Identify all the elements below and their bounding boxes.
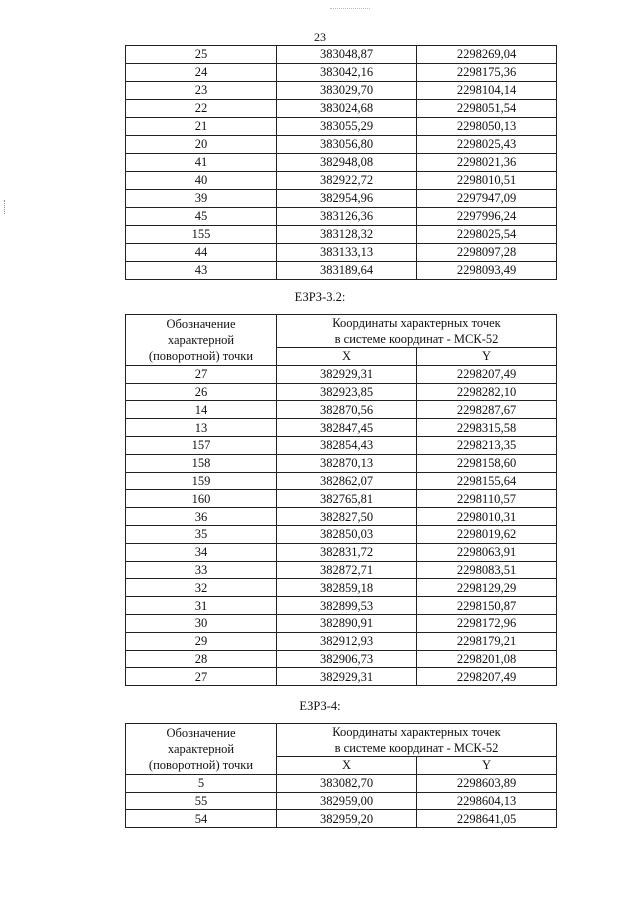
y-coordinate-cell: 2298641,05	[417, 810, 557, 828]
point-number-cell: 157	[126, 436, 277, 454]
y-coordinate-cell: 2298175,36	[417, 64, 557, 82]
table-row	[126, 419, 557, 437]
y-coordinate-cell: 2298010,31	[417, 508, 557, 526]
coordinates-table-continued	[125, 45, 557, 280]
point-number-cell: 35	[126, 525, 277, 543]
x-coordinate-cell: 382870,56	[277, 401, 417, 419]
table-row	[126, 810, 557, 828]
table-row	[126, 668, 557, 686]
section-caption-4: ЕЗРЗ-4:	[299, 699, 341, 713]
x-coordinate-cell: 383042,16	[277, 64, 417, 82]
y-coordinate-cell: 2298083,51	[417, 561, 557, 579]
table-row	[126, 46, 557, 64]
point-number-cell: 44	[126, 244, 277, 262]
scan-artifact	[330, 8, 370, 10]
x-coordinate-cell: 382827,50	[277, 508, 417, 526]
y-coordinate-cell: 2298207,49	[417, 668, 557, 686]
point-number-cell: 21	[126, 118, 277, 136]
x-column-header: X	[277, 348, 417, 366]
table-row	[126, 383, 557, 401]
y-coordinate-cell: 2298179,21	[417, 632, 557, 650]
point-number-cell: 23	[126, 82, 277, 100]
scan-edge-mark	[4, 200, 6, 214]
point-number-cell: 160	[126, 490, 277, 508]
table-row	[126, 365, 557, 383]
x-coordinate-cell: 383082,70	[277, 774, 417, 792]
table-row	[126, 172, 557, 190]
x-coordinate-cell: 382959,00	[277, 792, 417, 810]
x-coordinate-cell: 383055,29	[277, 118, 417, 136]
coords-header-line: Координаты характерных точек	[332, 316, 501, 330]
table-body	[126, 365, 557, 685]
y-coordinate-cell: 2298603,89	[417, 774, 557, 792]
point-number-cell: 22	[126, 100, 277, 118]
point-header-line: Обозначение	[166, 316, 236, 331]
x-coordinate-cell: 382929,31	[277, 668, 417, 686]
y-coordinate-cell: 2298129,29	[417, 579, 557, 597]
table-row	[126, 650, 557, 668]
x-coordinate-cell: 383133,13	[277, 244, 417, 262]
table-row	[126, 525, 557, 543]
x-coordinate-cell: 382929,31	[277, 365, 417, 383]
x-coordinate-cell: 382854,43	[277, 436, 417, 454]
y-coordinate-cell: 2298050,13	[417, 118, 557, 136]
point-number-cell: 33	[126, 561, 277, 579]
coordinates-table-ezrz-3-2	[125, 314, 557, 686]
table-row	[126, 792, 557, 810]
point-header-line: (поворотной) точки	[148, 348, 254, 363]
point-column-header	[126, 315, 277, 366]
coords-header-line: в системе координат - МСК-52	[334, 332, 499, 346]
y-coordinate-cell: 2298604,13	[417, 792, 557, 810]
table-row	[126, 632, 557, 650]
y-coordinate-cell: 2298051,54	[417, 100, 557, 118]
table-row	[126, 508, 557, 526]
point-number-cell: 155	[126, 226, 277, 244]
y-coordinate-cell: 2298158,60	[417, 454, 557, 472]
y-column-header: Y	[417, 348, 557, 366]
x-coordinate-cell: 382765,81	[277, 490, 417, 508]
table-row	[126, 454, 557, 472]
x-coordinate-cell: 382912,93	[277, 632, 417, 650]
coords-header-line: в системе координат - МСК-52	[334, 741, 499, 755]
x-coordinate-cell: 383126,36	[277, 208, 417, 226]
table-row	[126, 190, 557, 208]
y-column-header: Y	[417, 757, 557, 775]
point-number-cell: 40	[126, 172, 277, 190]
point-number-cell: 32	[126, 579, 277, 597]
point-number-cell: 26	[126, 383, 277, 401]
table-row	[126, 154, 557, 172]
table-row	[126, 614, 557, 632]
x-coordinate-cell: 383048,87	[277, 46, 417, 64]
y-coordinate-cell: 2297947,09	[417, 190, 557, 208]
point-header-line: характерной	[167, 741, 235, 756]
y-coordinate-cell: 2298025,54	[417, 226, 557, 244]
page-number: 23	[314, 30, 326, 44]
point-number-cell: 24	[126, 64, 277, 82]
x-coordinate-cell: 382870,13	[277, 454, 417, 472]
point-header-line: Обозначение	[166, 725, 236, 740]
x-coordinate-cell: 382899,53	[277, 597, 417, 615]
x-coordinate-cell: 382862,07	[277, 472, 417, 490]
point-number-cell: 28	[126, 650, 277, 668]
point-number-cell: 39	[126, 190, 277, 208]
point-number-cell: 25	[126, 46, 277, 64]
table-body	[126, 46, 557, 280]
x-coordinate-cell: 383189,64	[277, 262, 417, 280]
point-column-header	[126, 724, 277, 775]
x-coordinate-cell: 382859,18	[277, 579, 417, 597]
point-number-cell: 5	[126, 774, 277, 792]
table-row	[126, 597, 557, 615]
point-header-line: характерной	[167, 332, 235, 347]
point-number-cell: 29	[126, 632, 277, 650]
point-number-cell: 159	[126, 472, 277, 490]
coords-column-header	[277, 315, 557, 348]
table-row	[126, 208, 557, 226]
table-body	[126, 774, 557, 827]
y-coordinate-cell: 2298019,62	[417, 525, 557, 543]
table-row	[126, 543, 557, 561]
point-number-cell: 27	[126, 668, 277, 686]
x-coordinate-cell: 383056,80	[277, 136, 417, 154]
y-coordinate-cell: 2298150,87	[417, 597, 557, 615]
x-coordinate-cell: 382850,03	[277, 525, 417, 543]
table-row	[126, 472, 557, 490]
table-row	[126, 136, 557, 154]
point-number-cell: 158	[126, 454, 277, 472]
y-coordinate-cell: 2298155,64	[417, 472, 557, 490]
table-row	[126, 244, 557, 262]
y-coordinate-cell: 2298104,14	[417, 82, 557, 100]
x-coordinate-cell: 382923,85	[277, 383, 417, 401]
y-coordinate-cell: 2298110,57	[417, 490, 557, 508]
table-row	[126, 774, 557, 792]
y-coordinate-cell: 2298172,96	[417, 614, 557, 632]
y-coordinate-cell: 2298063,91	[417, 543, 557, 561]
y-coordinate-cell: 2298287,67	[417, 401, 557, 419]
x-coordinate-cell: 382831,72	[277, 543, 417, 561]
x-column-header: X	[277, 757, 417, 775]
x-coordinate-cell: 382922,72	[277, 172, 417, 190]
x-coordinate-cell: 382890,91	[277, 614, 417, 632]
point-number-cell: 27	[126, 365, 277, 383]
point-number-cell: 55	[126, 792, 277, 810]
y-coordinate-cell: 2298025,43	[417, 136, 557, 154]
y-coordinate-cell: 2298213,35	[417, 436, 557, 454]
table-row	[126, 100, 557, 118]
table-row	[126, 436, 557, 454]
point-number-cell: 43	[126, 262, 277, 280]
point-number-cell: 31	[126, 597, 277, 615]
x-coordinate-cell: 382954,96	[277, 190, 417, 208]
section-caption-3-2: ЕЗРЗ-3.2:	[294, 290, 346, 304]
point-header-line: (поворотной) точки	[148, 757, 254, 772]
table-row	[126, 262, 557, 280]
table-row	[126, 64, 557, 82]
table-row	[126, 118, 557, 136]
y-coordinate-cell: 2298201,08	[417, 650, 557, 668]
point-number-cell: 54	[126, 810, 277, 828]
table-row	[126, 82, 557, 100]
y-coordinate-cell: 2298093,49	[417, 262, 557, 280]
table-row	[126, 490, 557, 508]
point-number-cell: 34	[126, 543, 277, 561]
point-number-cell: 20	[126, 136, 277, 154]
y-coordinate-cell: 2298010,51	[417, 172, 557, 190]
table-row	[126, 561, 557, 579]
x-coordinate-cell: 383029,70	[277, 82, 417, 100]
table-row	[126, 226, 557, 244]
y-coordinate-cell: 2298097,28	[417, 244, 557, 262]
y-coordinate-cell: 2298207,49	[417, 365, 557, 383]
y-coordinate-cell: 2298315,58	[417, 419, 557, 437]
y-coordinate-cell: 2297996,24	[417, 208, 557, 226]
x-coordinate-cell: 383128,32	[277, 226, 417, 244]
y-coordinate-cell: 2298021,36	[417, 154, 557, 172]
x-coordinate-cell: 382872,71	[277, 561, 417, 579]
x-coordinate-cell: 382959,20	[277, 810, 417, 828]
coordinates-table-ezrz-4	[125, 723, 557, 828]
point-number-cell: 45	[126, 208, 277, 226]
point-number-cell: 36	[126, 508, 277, 526]
point-number-cell: 41	[126, 154, 277, 172]
x-coordinate-cell: 382847,45	[277, 419, 417, 437]
point-number-cell: 13	[126, 419, 277, 437]
point-number-cell: 14	[126, 401, 277, 419]
x-coordinate-cell: 382906,73	[277, 650, 417, 668]
point-number-cell: 30	[126, 614, 277, 632]
coords-column-header	[277, 724, 557, 757]
x-coordinate-cell: 382948,08	[277, 154, 417, 172]
coords-header-line: Координаты характерных точек	[332, 725, 501, 739]
table-row	[126, 579, 557, 597]
table-row	[126, 401, 557, 419]
y-coordinate-cell: 2298269,04	[417, 46, 557, 64]
y-coordinate-cell: 2298282,10	[417, 383, 557, 401]
x-coordinate-cell: 383024,68	[277, 100, 417, 118]
